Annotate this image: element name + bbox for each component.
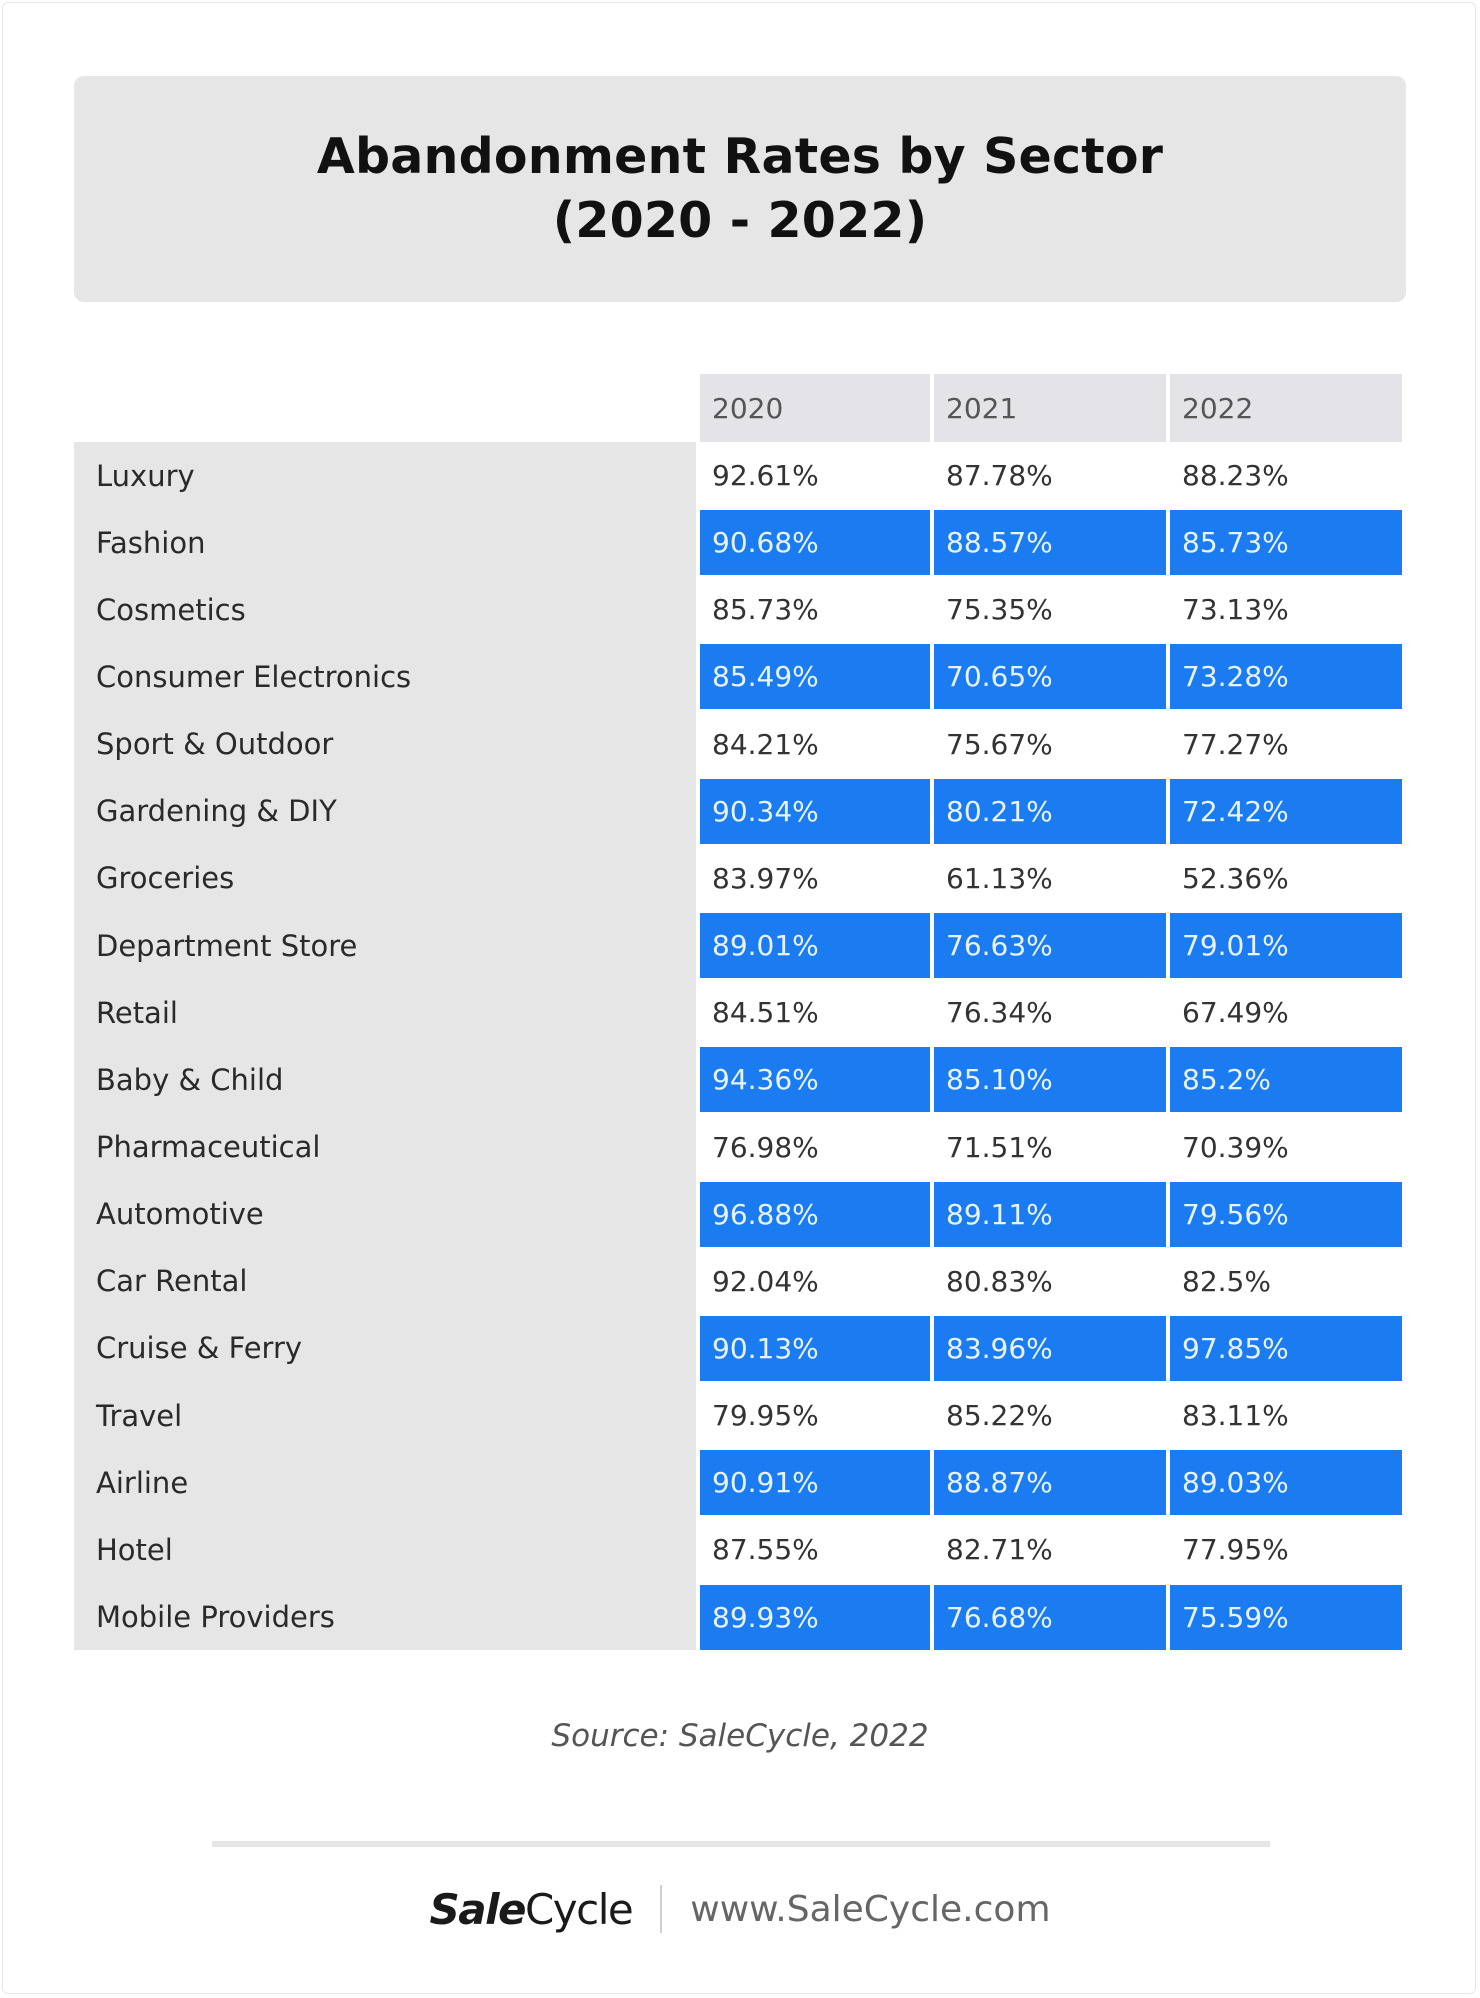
row-label: Sport & Outdoor: [96, 727, 334, 762]
salecycle-logo: [429, 1885, 632, 1934]
table-cell: 85.73%: [1170, 510, 1402, 575]
table-cell: 75.67%: [946, 727, 1053, 761]
row-label: Consumer Electronics: [96, 659, 412, 694]
table-cell: 73.13%: [1182, 593, 1289, 627]
table-cell: 97.85%: [1170, 1316, 1402, 1381]
table-cell: 61.13%: [946, 861, 1053, 895]
row-label: Retail: [96, 995, 178, 1030]
column-header-2022: 2022: [1170, 374, 1402, 442]
table-cell: 79.56%: [1170, 1182, 1402, 1247]
row-label: Gardening & DIY: [96, 794, 337, 829]
table-cell: 85.10%: [934, 1047, 1166, 1112]
table-cell: 87.55%: [712, 1533, 819, 1567]
chart-title-line-2: (2020 - 2022): [552, 192, 928, 249]
table-cell: 70.65%: [934, 644, 1166, 709]
footer: [0, 1880, 1480, 1938]
table-cell: 76.68%: [934, 1585, 1166, 1650]
table-cell: 79.95%: [712, 1399, 819, 1433]
row-label: Automotive: [96, 1197, 264, 1232]
row-label: Hotel: [96, 1532, 173, 1567]
table-cell: 84.21%: [712, 727, 819, 761]
table-cell: 75.59%: [1170, 1585, 1402, 1650]
table-cell: 73.28%: [1170, 644, 1402, 709]
row-label: Fashion: [96, 525, 206, 560]
row-label: Airline: [96, 1465, 189, 1500]
row-label: Pharmaceutical: [96, 1130, 321, 1164]
table-cell: 82.71%: [946, 1533, 1053, 1567]
table-cell: 90.13%: [700, 1316, 930, 1381]
table-cell: 94.36%: [700, 1047, 930, 1112]
table-cell: 89.93%: [700, 1585, 930, 1650]
table-cell: 71.51%: [946, 1130, 1053, 1164]
table-cell: 76.34%: [946, 996, 1053, 1030]
footer-url[interactable]: www.SaleCycle.com: [690, 1888, 1051, 1930]
table-cell: 88.23%: [1182, 459, 1289, 492]
table-cell: 85.22%: [946, 1399, 1053, 1433]
table-cell: 89.01%: [700, 913, 930, 978]
table-cell: 85.73%: [712, 593, 819, 627]
table-cell: 83.11%: [1182, 1399, 1289, 1433]
table-cell: 89.11%: [934, 1182, 1166, 1247]
table-cell: 75.35%: [946, 593, 1053, 627]
table-cell: 77.95%: [1182, 1533, 1289, 1567]
table-cell: 76.63%: [934, 913, 1166, 978]
footer-divider: [212, 1841, 1270, 1847]
table-cell: 90.68%: [700, 510, 930, 575]
table-cell: 76.98%: [712, 1130, 819, 1164]
table-cell: 82.5%: [1182, 1264, 1271, 1298]
table-cell: 85.2%: [1170, 1047, 1402, 1112]
table-cell: 89.03%: [1170, 1450, 1402, 1515]
table-cell: 83.96%: [934, 1316, 1166, 1381]
table-cell: 79.01%: [1170, 913, 1402, 978]
table-cell: 90.34%: [700, 779, 930, 844]
row-label: Luxury: [96, 458, 195, 493]
row-label: Cruise & Ferry: [96, 1331, 303, 1366]
logo-regular-text: Cycle: [524, 1884, 633, 1934]
column-header-2021: 2021: [934, 374, 1166, 442]
table-cell: 52.36%: [1182, 861, 1289, 895]
table-cell: 70.39%: [1182, 1130, 1289, 1164]
table-cell: 90.91%: [700, 1450, 930, 1515]
column-header-2020: 2020: [700, 374, 930, 442]
table-cell: 96.88%: [700, 1182, 930, 1247]
row-label: Cosmetics: [96, 592, 246, 627]
table-cell: 77.27%: [1182, 727, 1289, 761]
row-label: Baby & Child: [96, 1062, 284, 1097]
row-label: Travel: [96, 1398, 183, 1433]
table-cell: 72.42%: [1170, 779, 1402, 844]
table-cell: 92.61%: [712, 459, 819, 492]
table-cell: 85.49%: [700, 644, 930, 709]
row-label: Department Store: [96, 928, 358, 963]
table-cell: 88.57%: [934, 510, 1166, 575]
chart-title-line-1: Abandonment Rates by Sector: [316, 128, 1164, 185]
source-note: Source: SaleCycle, 2022: [551, 1718, 929, 1754]
table-cell: 67.49%: [1182, 996, 1289, 1030]
row-label: Car Rental: [96, 1264, 248, 1299]
row-label: Groceries: [96, 861, 235, 896]
table-cell: 87.78%: [946, 459, 1053, 492]
table-cell: 88.87%: [934, 1450, 1166, 1515]
footer-separator: [660, 1885, 662, 1933]
table-cell: 83.97%: [712, 861, 819, 895]
logo-bold-text: Sale: [429, 1884, 525, 1934]
row-label: Mobile Providers: [96, 1600, 335, 1635]
table-cell: 80.83%: [946, 1264, 1053, 1298]
table-cell: 80.21%: [934, 779, 1166, 844]
table-cell: 92.04%: [712, 1264, 819, 1298]
table-cell: 84.51%: [712, 996, 819, 1030]
